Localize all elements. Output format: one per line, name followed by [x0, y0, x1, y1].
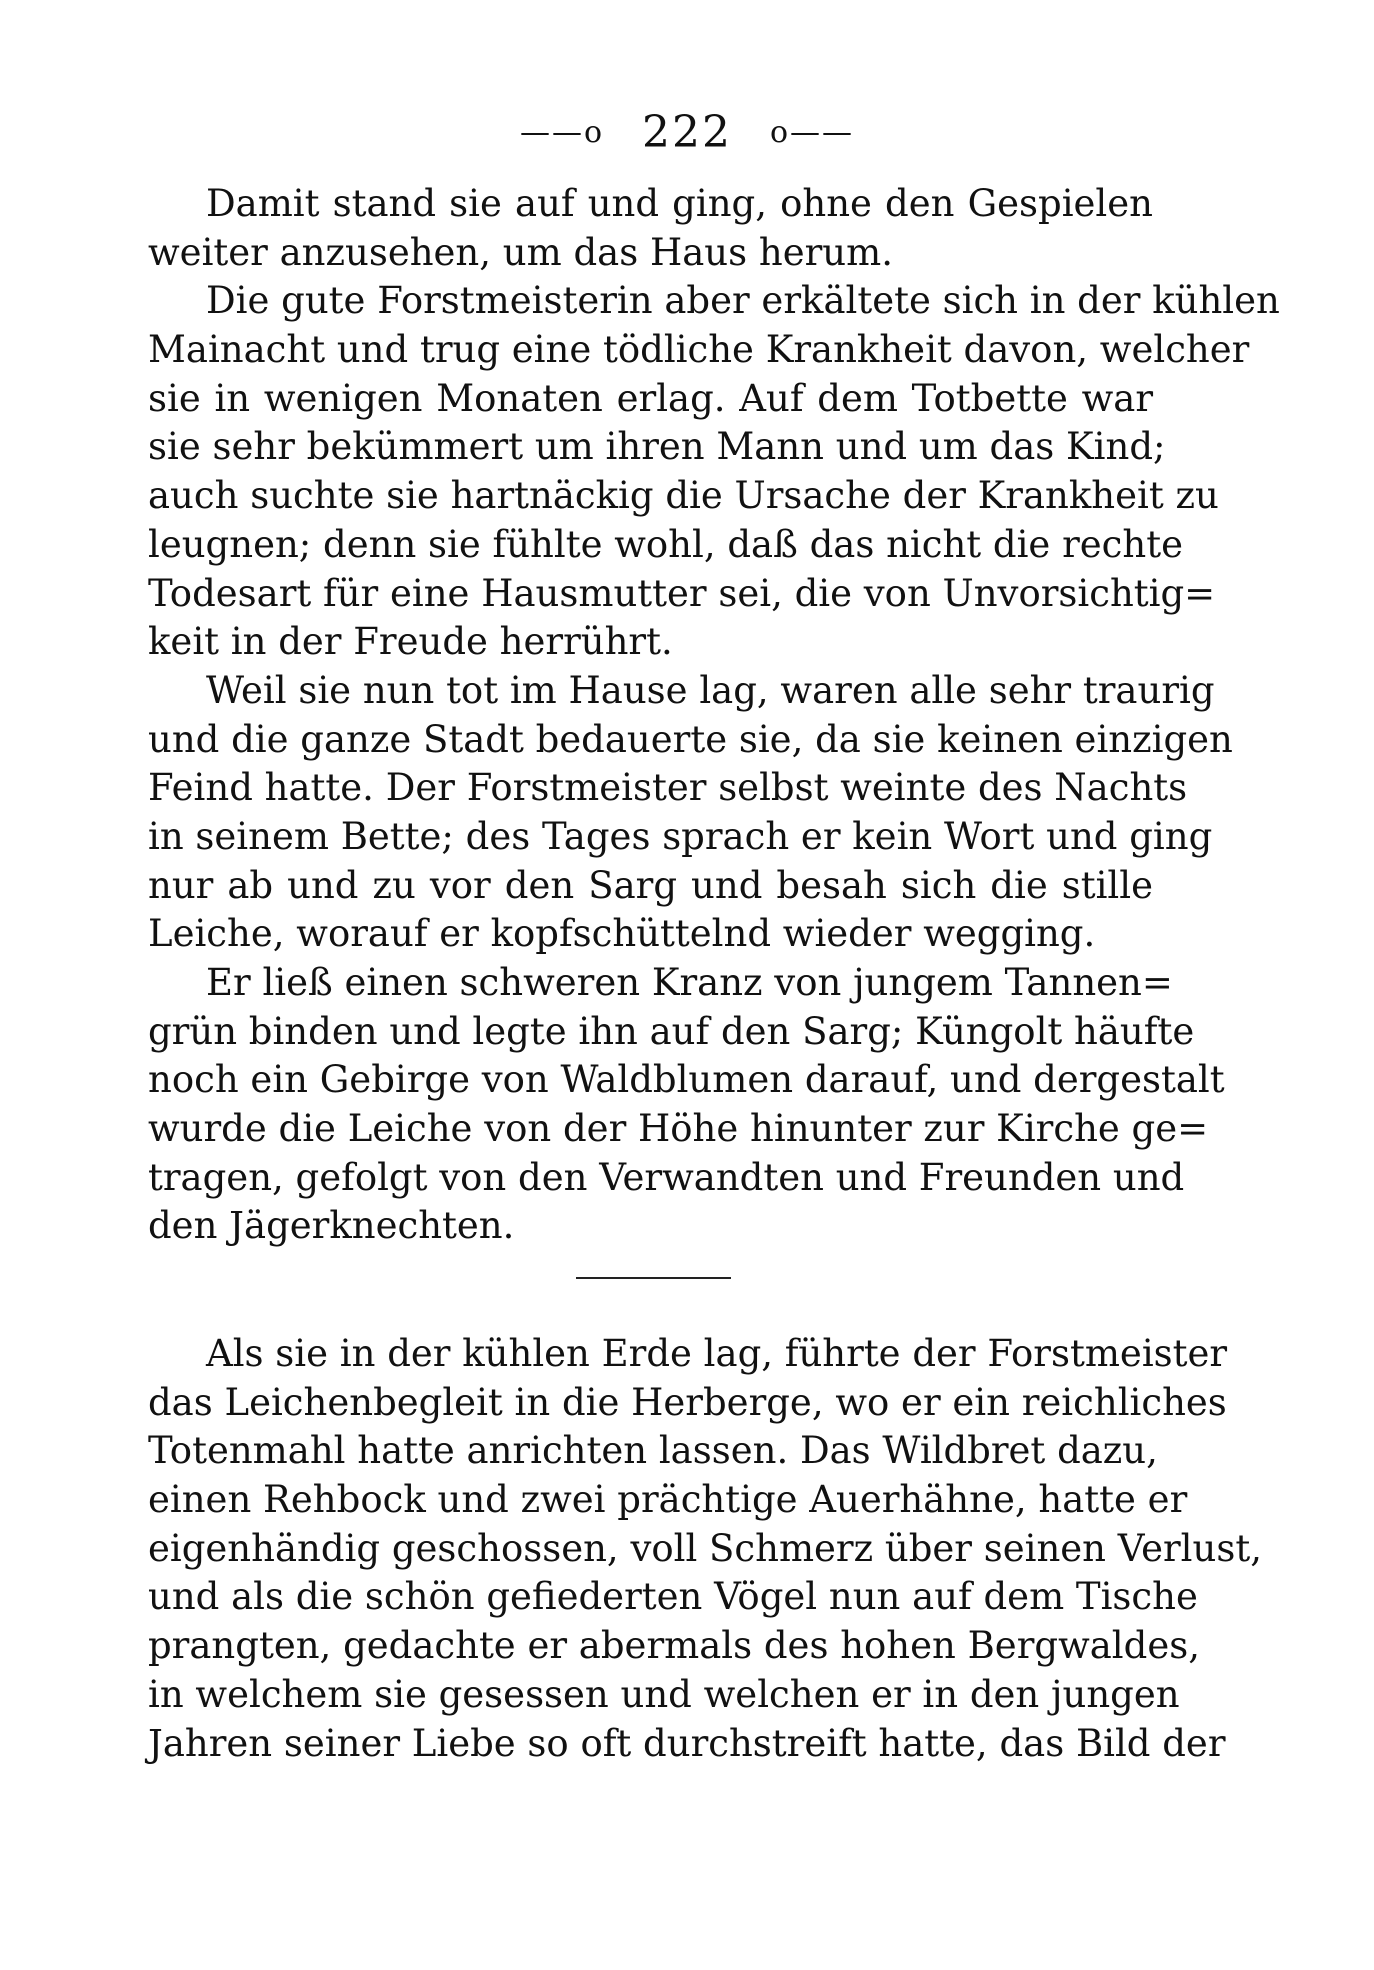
text-line: Als sie in der kühlen Erde lag, führte der Forstmeister [206, 1332, 1228, 1375]
text-line: eigenhändig geschossen, voll Schmerz über seinen Verlust, [148, 1526, 1262, 1570]
text-line: Damit stand sie auf und ging, ohne den Gespielen [206, 182, 1153, 225]
text-line: Feind hatte. Der Forstmeister selbst weinte des Nachts [148, 766, 1188, 810]
page-header [0, 100, 1374, 163]
header-ornament-right: o—— [769, 114, 855, 150]
text-line: tragen, gefolgt von den Verwandten und Freunden und [148, 1155, 1185, 1199]
header-ornament-left: ——o [519, 114, 604, 150]
text-line: und als die schön gefiederten Vögel nun auf dem Tische [148, 1575, 1198, 1619]
text-line: nur ab und zu vor den Sarg und besah sich die stille [148, 863, 1153, 907]
text-line: leugnen; denn sie fühlte wohl, daß das nicht die rechte [148, 522, 1183, 566]
text-block-section-1 [148, 180, 1280, 1251]
text-block-section-2 [148, 1330, 1262, 1768]
text-line: Er ließ einen schweren Kranz von jungem Tannen= [206, 961, 1173, 1004]
text-line: sie sehr bekümmert um ihren Mann und um das Kind; [148, 425, 1166, 469]
text-line: sie in wenigen Monaten erlag. Auf dem Totbette war [148, 376, 1153, 420]
text-line: in seinem Bette; des Tages sprach er kein Wort und ging [148, 814, 1213, 858]
text-line: Totenmahl hatte anrichten lassen. Das Wildbret dazu, [148, 1429, 1158, 1473]
text-line: in welchem sie gesessen und welchen er in den jungen [148, 1672, 1180, 1716]
text-line: grün binden und legte ihn auf den Sarg; Küngolt häufte [148, 1009, 1195, 1053]
text-line: Mainacht und trug eine tödliche Krankheit davon, welcher [148, 328, 1250, 372]
text-line: einen Rehbock und zwei prächtige Auerhähne, hatte er [148, 1478, 1188, 1522]
text-line: den Jägerknechten. [148, 1204, 515, 1248]
page-number: 222 [642, 106, 732, 158]
text-line: auch suchte sie hartnäckig die Ursache der Krankheit zu [148, 474, 1219, 518]
text-line: und die ganze Stadt bedauerte sie, da sie keinen einzigen [148, 717, 1233, 761]
text-line: Jahren seiner Liebe so oft durchstreift hatte, das Bild der [148, 1721, 1226, 1765]
section-separator-rule [576, 1277, 731, 1279]
text-line: keit in der Freude herrührt. [148, 620, 673, 664]
text-line: Die gute Forstmeisterin aber erkältete sich in der kühlen [206, 279, 1280, 323]
text-line: Todesart für eine Hausmutter sei, die von Unvorsichtig= [148, 571, 1216, 615]
text-line: noch ein Gebirge von Waldblumen darauf, und dergestalt [148, 1058, 1225, 1102]
text-line: weiter anzusehen, um das Haus herum. [148, 230, 893, 274]
text-line: prangten, gedachte er abermals des hohen Bergwaldes, [148, 1624, 1200, 1668]
text-line: Leiche, worauf er kopfschüttelnd wieder wegging. [148, 912, 1096, 956]
text-line: wurde die Leiche von der Höhe hinunter zur Kirche ge= [148, 1107, 1209, 1151]
text-line: das Leichenbegleit in die Herberge, wo er ein reichliches [148, 1380, 1227, 1424]
text-line: Weil sie nun tot im Hause lag, waren alle sehr traurig [206, 668, 1215, 712]
